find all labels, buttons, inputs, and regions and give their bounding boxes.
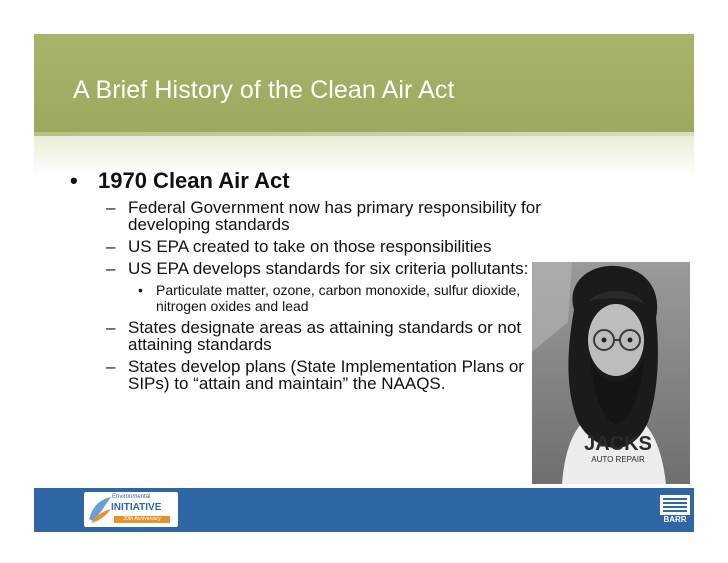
dash-symbol: – — [106, 357, 116, 376]
barr-label: BARR — [660, 515, 690, 525]
sub-bullet-text: US EPA develops standards for six criteria pollutants: — [128, 259, 529, 278]
nested-bullet-item — [128, 282, 550, 314]
sub-bullet-item — [70, 199, 550, 233]
dash-symbol: – — [106, 237, 116, 256]
bullet-heading — [70, 168, 550, 194]
heading-text: 1970 Clean Air Act — [98, 168, 290, 193]
sub-bullet-text: Federal Government now has primary responsibility for developing standards — [128, 198, 541, 234]
sub-bullet-item — [70, 358, 550, 392]
barr-logo — [660, 495, 690, 525]
dash-symbol: – — [106, 318, 116, 337]
shirt-subtext: AUTO REPAIR — [591, 455, 645, 464]
shirt-text: JACKS — [584, 433, 652, 455]
title-bar — [34, 34, 694, 136]
logo-stripe — [663, 506, 687, 508]
environmental-initiative-logo — [84, 492, 178, 527]
nested-bullet-text: Particulate matter, ozone, carbon monoxide, sulfur dioxide, nitrogen oxides and lead — [156, 282, 521, 314]
logo-stripe — [663, 502, 687, 504]
leaf-swoosh-icon — [87, 495, 113, 525]
slide-title: A Brief History of the Clean Air Act — [73, 76, 455, 104]
sub-bullet-list — [70, 199, 550, 392]
nested-bullet-symbol: • — [138, 282, 143, 298]
dash-symbol: – — [106, 198, 116, 217]
logo-line1: Environmental — [112, 494, 151, 500]
sub-bullet-item — [70, 319, 550, 353]
nested-bullet-list — [128, 282, 550, 314]
bullet-symbol: • — [70, 168, 78, 193]
portrait-photo — [532, 262, 690, 484]
logo-stripe — [663, 498, 687, 500]
footer-bar — [34, 488, 694, 532]
sub-bullet-item — [70, 238, 550, 255]
sub-bullet-text: US EPA created to take on those responsibilities — [128, 237, 492, 256]
sub-bullet-item — [70, 260, 550, 314]
logo-stripe — [663, 510, 687, 512]
dash-symbol: – — [106, 259, 116, 278]
logo-ribbon: 20th Anniversary — [114, 516, 170, 523]
logo-line2: INITIATIVE — [111, 502, 162, 513]
content — [70, 168, 550, 397]
portrait-image — [532, 262, 690, 484]
sub-bullet-text: States develop plans (State Implementation Plans or SIPs) to “attain and maintain” the NAAQS. — [128, 357, 524, 393]
sub-bullet-text: States designate areas as attaining standards or not attaining standards — [128, 318, 522, 354]
